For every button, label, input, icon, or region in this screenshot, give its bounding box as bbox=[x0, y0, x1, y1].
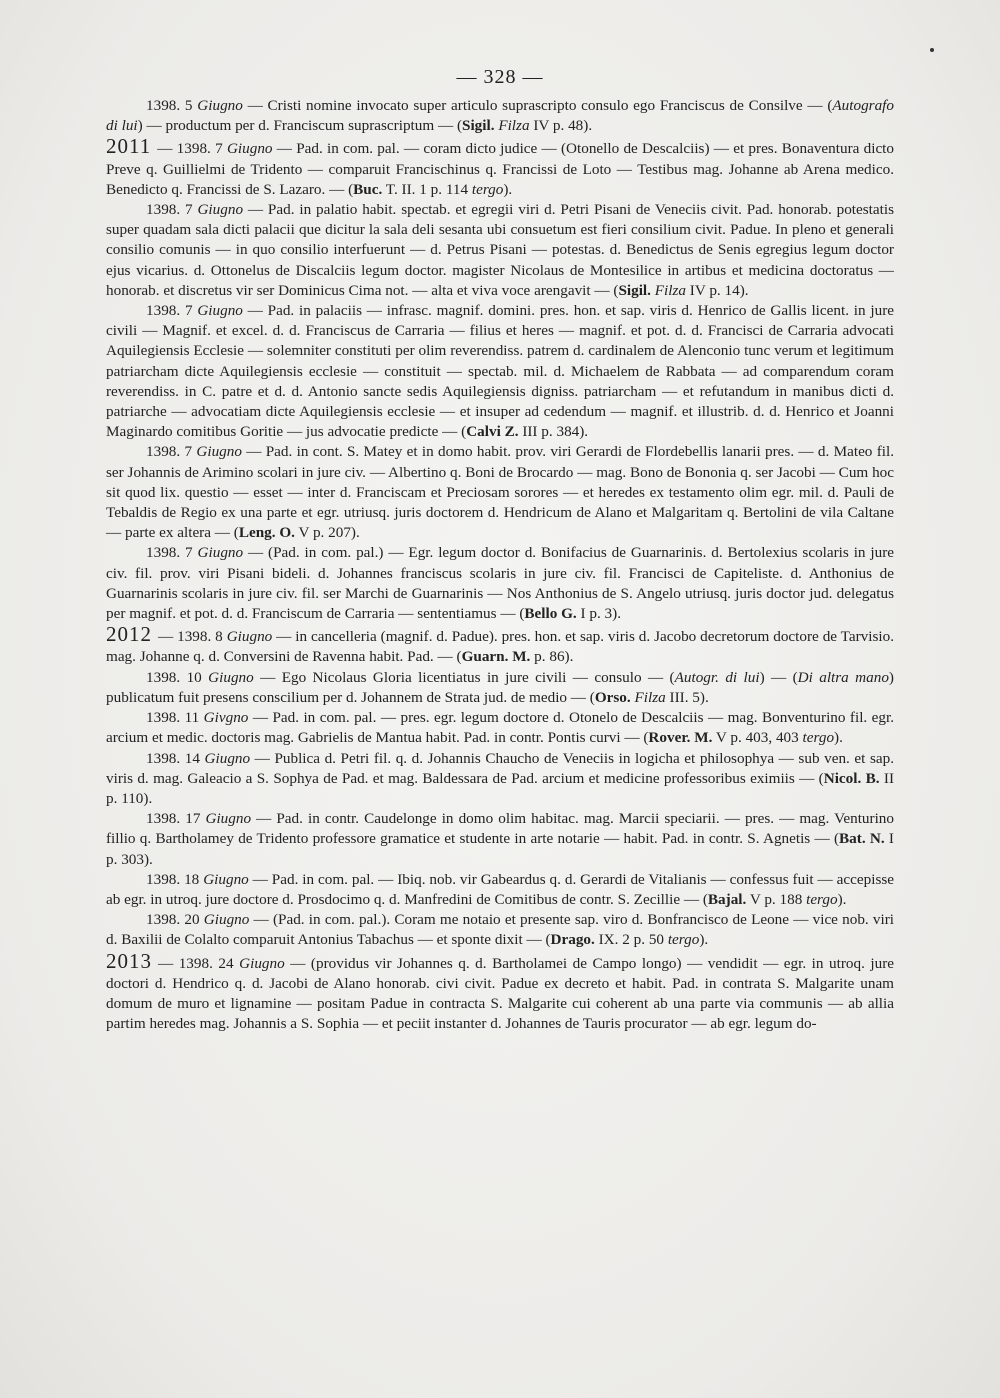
entry-text: — in cancelleria (magnif. d. Padue). pres. hon. et sap. viris d. Jacobo decretorum doctore de Tarvisio. mag. Johanne q. d. Conversini de Ravenna habit. Pad. — ( bbox=[106, 628, 895, 666]
entry-text: — Pad. in palaciis — infrasc. magnif. domini. pres. hon. et sap. viris d. Henrico de Gallis licent. in jure civili — Magnif. et excel. d. d. Franciscus de Carraria — filius et heres — magnif. et pot. d. d. Francisci de Carraria advocati Aquilegiensis Ecclesie — solemniter constituti per olim reverendiss. patrem d. cardinalem de Alenconio tunc verum et legitimum patriarcham dicte Aquilegiensis ecclesie — constituit — spectab. mil. d. Michaelem de Rabbata — ad comparendum coram reverendiss. in C. patre et d. d. Antonio sancte sedis Aquilegiensis digniss. patriarcham — et refutandum in manibus dicti d. patriarche — advocatiam dicte Aquilegiensis ecclesie — et insuper ad cedendum — magnif. et illustrib. d. d. Henrico et Joanni Maginardo comitibus Goritie — jus advocatie predicte — ( bbox=[106, 302, 894, 441]
source-reference: Orso. bbox=[594, 688, 631, 706]
source-reference: Leng. O. bbox=[238, 524, 295, 542]
entry-text: — Pad. in com. pal. — coram dicto judice — (Otonello de Descalciis) — et pres. Bonaventura dicto Preve q. Guillielmi de Tridento — comparuit Francischinus q. Francissi de Loto — Testibus mag. Johanne ab Arena medico. Benedicto q. Francissi de S. Lazaro. — ( bbox=[106, 140, 894, 198]
italic-text: Giugno bbox=[197, 544, 244, 562]
entry-text: 1398. 10 bbox=[146, 668, 209, 686]
entry-text: — (Pad. in com. pal.). Coram me notaio et presente sap. viro d. Bonfrancisco de Leone — vice nob. viri d. Baxilii de Colalto comparuit Antonius Tabachus — et sponte dixit — ( bbox=[106, 911, 895, 949]
italic-text: Filza bbox=[654, 281, 686, 299]
entry-text: II p. 110). bbox=[106, 769, 895, 807]
italic-text: Giugno bbox=[203, 870, 249, 888]
italic-text: Giugno bbox=[204, 749, 251, 767]
italic-text: Giugno bbox=[197, 201, 244, 219]
entry-text: — Pad. in cont. S. Matey et in domo habit. prov. viri Gerardi de Flordebellis lanarii pres. — d. Mateo fil. ser Johannis de Arimino scolari in jure civ. — Albertino q. Boni de Brocardo — mag. Bono de Bononia q. ser Jacobi — Cum hoc sit quod lix. questio — esset — inter d. Franciscam et Preciosam sorores — et heredes ex testamento olim egr. mil. d. Pauli de Tebaldis de Regio ex una parte et egr. utriusq. juris doctorem d. Hendricum de Alano et Malgaritam q. Bertolini de vila Caltane — parte ex altera — ( bbox=[106, 443, 894, 542]
entry-text: 1398. 7 bbox=[146, 302, 198, 320]
source-reference: Drago. bbox=[550, 931, 595, 949]
document-entry bbox=[106, 624, 894, 667]
italic-text: Giugno bbox=[226, 628, 273, 646]
entry-text: T. II. 1 p. 114 bbox=[382, 180, 472, 198]
entry-text: — (providus vir Johannes q. d. Bartholamei de Campo longo) — vendidit — egr. in utroq. jure doctori d. Hendrico q. d. Jacobi de Alano honorab. civi civit. Padue ex decreto et habit. Pad. in contrata S. Malgarite unam domum de muro et lignamine — positam Padue in contracta S. Malgarite cui coherent ab una parte via communis — ab allia partim heredes mag. Johannis a S. Sophia — et peciit instanter d. Johannes de Tauris procurator — ab egr. legum do- bbox=[106, 954, 894, 1033]
italic-text: Filza bbox=[634, 688, 666, 706]
entry-text: III. 5). bbox=[665, 688, 709, 706]
entry-text: ) — ( bbox=[759, 668, 798, 686]
italic-text: Giugno bbox=[226, 140, 273, 158]
italic-text: Giugno bbox=[205, 810, 252, 828]
document-entry bbox=[106, 910, 894, 950]
document-entry bbox=[106, 96, 894, 136]
entry-text: p. 86). bbox=[530, 648, 574, 666]
entry-text: 1398. 11 bbox=[146, 709, 204, 727]
source-reference: Nicol. B. bbox=[823, 769, 880, 787]
document-body bbox=[106, 96, 894, 1034]
source-reference: Bello G. bbox=[524, 605, 577, 623]
italic-text: tergo bbox=[667, 931, 700, 949]
italic-text: Giugno bbox=[203, 911, 250, 929]
document-entry bbox=[106, 442, 894, 543]
entry-text: — 1398. 7 bbox=[157, 140, 227, 158]
entry-text: — 1398. 8 bbox=[158, 628, 227, 646]
entry-text: — Publica d. Petri fil. q. d. Johannis Chaucho de Veneciis in logicha et philosophya — sub ven. et sap. viris d. mag. Galeacio a S. Sophya de Pad. et mag. Baldessara de Pad. arcium et medicine professoribus eximiis — ( bbox=[106, 749, 895, 787]
source-reference: Bat. N. bbox=[839, 830, 885, 848]
source-reference: Guarn. M. bbox=[461, 648, 531, 666]
entry-text: ) publicatum fuit presens conscilium per d. Johannem de Strata jud. de medio — ( bbox=[106, 668, 894, 706]
entry-text: ) — productum per d. Franciscum suprascriptum — ( bbox=[137, 117, 463, 135]
italic-text: tergo bbox=[471, 180, 504, 198]
document-entry bbox=[106, 136, 894, 200]
document-entry bbox=[106, 809, 894, 870]
source-reference: Sigil. bbox=[618, 281, 651, 299]
italic-text: Filza bbox=[498, 117, 530, 135]
italic-text: Giugno bbox=[197, 97, 243, 114]
italic-text: tergo bbox=[802, 729, 835, 747]
entry-text: — Cristi nomine invocato super articulo suprascripto consulo ego Franciscus de Consilve — ( bbox=[242, 97, 833, 114]
entry-text: V p. 188 bbox=[746, 890, 807, 908]
italic-text: Autografo di lui bbox=[106, 97, 894, 135]
speck-mark bbox=[930, 48, 934, 52]
entry-text: 1398. 18 bbox=[146, 870, 204, 888]
italic-text: Giugno bbox=[197, 302, 243, 320]
page-number: — 328 — bbox=[456, 66, 544, 88]
italic-text: Giugno bbox=[196, 443, 242, 461]
source-reference: Calvi Z. bbox=[466, 423, 519, 441]
italic-text: Giugno bbox=[239, 954, 285, 972]
entry-text: — Pad. in contr. Caudelonge in domo olim habitac. mag. Marcii speciarii. — pres. — mag. Venturino fillio q. Bartholamey de Tridento professore gramatice et studente in arte notarie — habit. Pad. in contr. S. Agnetis — ( bbox=[106, 810, 894, 848]
entry-text: ). bbox=[503, 180, 513, 198]
document-entry bbox=[106, 948, 894, 1035]
entry-text: — Pad. in com. pal. — Ibiq. nob. vir Gabeardus q. d. Gerardi de Vitalianis — confessus fuit — accepisse ab egr. in utroq. jure doctore d. Prosdocimo q. d. Manfredini de Comitibus de contr. S. Zecillie — ( bbox=[106, 870, 895, 908]
entry-text: I p. 3). bbox=[576, 605, 621, 623]
entry-text: — Pad. in palatio habit. spectab. et egregii viri d. Petri Pisani de Veneciis civit. Pad. honorab. potestatis super quadam sala dicti palacii que dicitur la sala deli sesanta ubi consuetum est fieri consilium civit. Padue. In pleno et generali consilio comunis — in quo consilio interfuerunt — d. Petrus Pisani — potestas. d. Benedictus de Senis egregius legum doctor ejus vicarius. d. Ottonelus de Discalciis legum doctor. magister Nicolaus de Montesilice in artibus et medicina doctoratus — honorab. et discretus vir ser Dominicus Cima not. — alta et viva voce arengavit — ( bbox=[106, 201, 894, 299]
italic-text: tergo bbox=[806, 890, 838, 908]
source-reference: Sigil. bbox=[462, 117, 495, 135]
italic-text: Giugno bbox=[208, 668, 254, 686]
italic-text: Autogr. di lui bbox=[674, 668, 760, 686]
entry-text: V p. 403, 403 bbox=[712, 729, 803, 747]
source-reference: Buc. bbox=[353, 180, 383, 198]
entry-text: ). bbox=[834, 729, 843, 747]
entry-text: 1398. 7 bbox=[146, 201, 198, 219]
entry-text: — Pad. in com. pal. — pres. egr. legum doctore d. Otonelo de Descalciis — mag. Bonventurino fil. egr. arcium et medic. doctoris mag. Gabrielis de Mantua habit. Pad. in contr. Pontis curvi — ( bbox=[106, 709, 894, 747]
document-entry bbox=[106, 749, 894, 810]
entry-text: — Ego Nicolaus Gloria licentiatus in jure civili — consulo — ( bbox=[253, 668, 675, 686]
entry-text: IV p. 14). bbox=[685, 281, 749, 299]
entry-text: 1398. 14 bbox=[146, 749, 205, 767]
italic-text: Givgno bbox=[203, 709, 249, 727]
entry-text: I p. 303). bbox=[106, 830, 894, 868]
entry-text: IV p. 48). bbox=[529, 117, 593, 135]
document-entry bbox=[106, 708, 894, 748]
italic-text: Di altra mano bbox=[797, 668, 889, 686]
source-reference: Rover. M. bbox=[648, 729, 713, 747]
entry-text: 1398. 20 bbox=[146, 911, 204, 929]
source-reference: Bajal. bbox=[707, 890, 747, 908]
document-entry bbox=[106, 301, 894, 442]
entry-text: V p. 207). bbox=[294, 524, 360, 542]
entry-text: ). bbox=[699, 931, 709, 949]
document-entry bbox=[106, 870, 894, 910]
entry-text: III p. 384). bbox=[518, 423, 589, 441]
document-entry bbox=[106, 543, 894, 624]
entry-text: 1398. 7 bbox=[146, 544, 198, 562]
entry-number: 2012 bbox=[106, 622, 152, 647]
entry-text: — 1398. 24 bbox=[158, 954, 240, 972]
document-entry bbox=[106, 668, 894, 708]
entry-text: 1398. 17 bbox=[146, 810, 206, 828]
entry-number: 2013 bbox=[106, 948, 152, 973]
entry-text: 1398. 5 bbox=[146, 97, 198, 114]
entry-text: 1398. 7 bbox=[146, 443, 197, 461]
entry-text: IX. 2 p. 50 bbox=[594, 931, 668, 949]
document-entry bbox=[106, 200, 894, 301]
entry-text: — (Pad. in com. pal.) — Egr. legum doctor d. Bonifacius de Guarnarinis. d. Bertolexius scolaris in jure civ. fil. prov. viri Pisani bideli. d. Johannes franciscus scolaris in jure civ. fil. Francisci de Capiteliste. d. Anthonius de Guarnarinis scolaris in jure civ. fil. ser Marchi de Guarnarinis — Nos Anthonius de S. Angelo utriusq. juris doctor jud. delegatus per magnif. et pot. d. d. Franciscum de Carraria — sententiamus — ( bbox=[106, 544, 894, 623]
entry-text: ). bbox=[837, 890, 847, 908]
entry-number: 2011 bbox=[106, 134, 152, 159]
